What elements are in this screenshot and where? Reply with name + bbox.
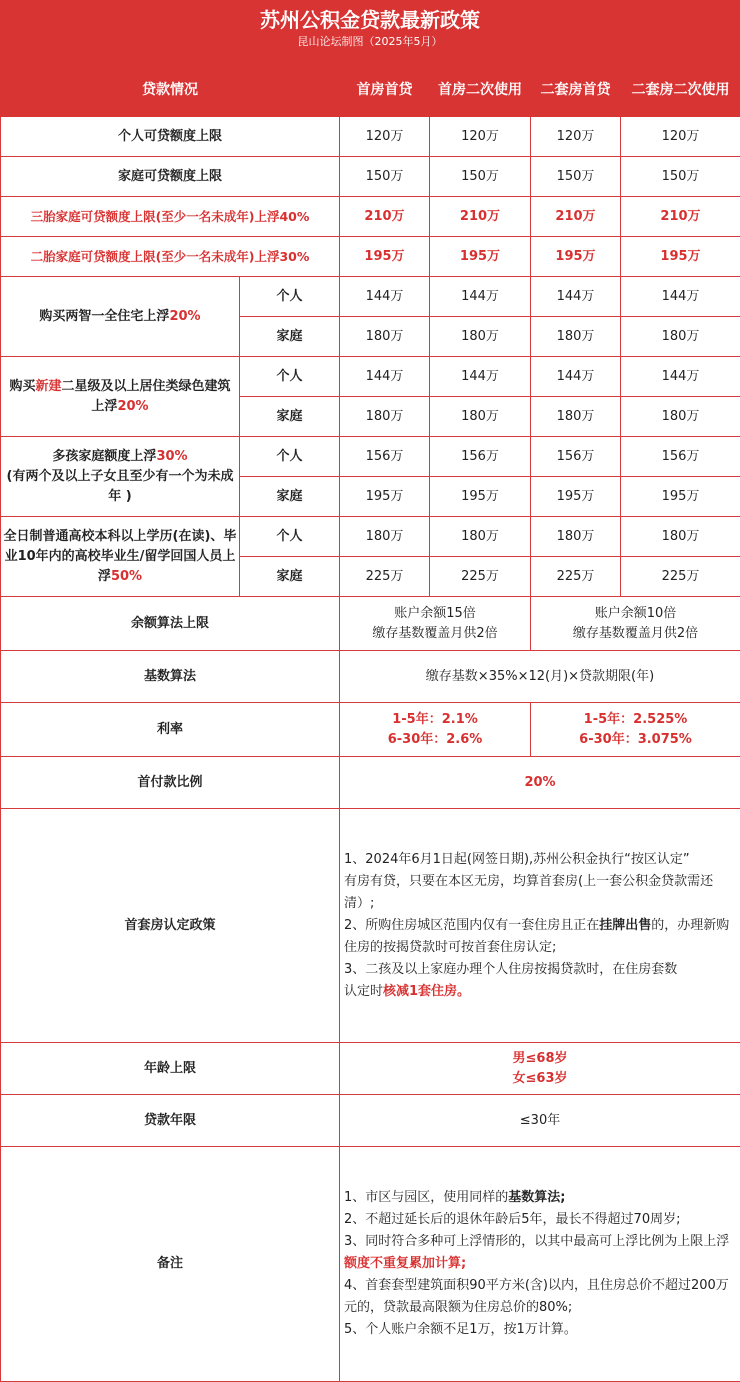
table-row — [1, 197, 740, 237]
cell-value: 180万 — [531, 317, 621, 357]
row-label — [1, 357, 240, 437]
cell-value: 195万 — [621, 237, 740, 277]
policy-highlight: 核减1套住房。 — [383, 984, 470, 999]
cell-value: 20% — [340, 757, 740, 809]
table-row — [1, 237, 740, 277]
note-line: 3、同时符合多种可上浮情形的，以其中最高可上浮比例为上限上浮 — [344, 1234, 729, 1249]
label-percent: 20% — [169, 309, 200, 324]
header-col-3: 二套房首贷 — [531, 63, 621, 117]
label-percent: 20% — [117, 399, 148, 414]
cell-value: 150万 — [430, 157, 531, 197]
cell-line: 1-5年：2.1% — [392, 712, 478, 727]
cell-value: 180万 — [430, 517, 531, 557]
note-line: 2、不超过延长后的退休年龄后5年，最长不得超过70周岁; — [344, 1212, 680, 1227]
row-label — [1, 277, 240, 357]
label-text: 二星级及以上居住类绿色建筑上浮 — [62, 379, 231, 414]
label-percent: 30% — [156, 449, 187, 464]
cell-value: ≤30年 — [340, 1095, 740, 1147]
header-col-2: 首房二次使用 — [430, 63, 531, 117]
policy-line: 的，办理新购 — [651, 918, 729, 933]
table-row — [1, 597, 740, 651]
cell-value: 180万 — [430, 397, 531, 437]
row-label: 家庭可贷额度上限 — [1, 157, 340, 197]
cell-value: 180万 — [621, 317, 740, 357]
policy-text — [340, 809, 740, 1043]
row-label: 基数算法 — [1, 651, 340, 703]
cell-value: 225万 — [621, 557, 740, 597]
policy-emphasis: 挂牌出售 — [599, 918, 651, 933]
cell-value — [340, 1043, 740, 1095]
policy-line: 清）; — [344, 896, 374, 911]
cell-value: 195万 — [340, 477, 430, 517]
sub-label: 个人 — [240, 517, 340, 557]
cell-value: 120万 — [621, 117, 740, 157]
cell-value: 195万 — [621, 477, 740, 517]
cell-value: 195万 — [430, 237, 531, 277]
cell-line: 缴存基数覆盖月供2倍 — [372, 626, 497, 641]
cell-line: 女≤63岁 — [513, 1071, 568, 1086]
table-row — [1, 517, 740, 557]
row-label — [1, 437, 240, 517]
sub-label: 个人 — [240, 277, 340, 317]
cell-value: 150万 — [531, 157, 621, 197]
label-highlight: 新建 — [35, 379, 61, 394]
cell-line: 6-30年：2.6% — [388, 732, 483, 747]
cell-value: 144万 — [430, 277, 531, 317]
cell-line: 账户余额15倍 — [394, 606, 476, 621]
header-col-4: 二套房二次使用 — [621, 63, 740, 117]
cell-value: 225万 — [340, 557, 430, 597]
table-row — [1, 157, 740, 197]
label-percent: 50% — [111, 569, 142, 584]
note-line: 元的，贷款最高限额为住房总价的80%; — [344, 1300, 572, 1315]
cell-value — [340, 703, 531, 757]
page-subtitle: 昆山论坛制图（2025年5月） — [0, 35, 740, 49]
cell-value: 225万 — [430, 557, 531, 597]
cell-value: 144万 — [531, 277, 621, 317]
row-label: 首套房认定政策 — [1, 809, 340, 1043]
row-label: 利率 — [1, 703, 340, 757]
label-note: (有两个及以上子女且至少有一个为未成年 ) — [7, 469, 234, 504]
cell-value: 180万 — [531, 397, 621, 437]
sub-label: 个人 — [240, 357, 340, 397]
table-header-row — [1, 63, 740, 117]
row-label: 三胎家庭可贷额度上限(至少一名未成年)上浮40% — [1, 197, 340, 237]
note-line: 4、首套套型建筑面积90平方米(含)以内，且住房总价不超过200万 — [344, 1278, 729, 1293]
table-row — [1, 809, 740, 1043]
cell-value: 144万 — [340, 277, 430, 317]
cell-value: 225万 — [531, 557, 621, 597]
cell-line: 缴存基数覆盖月供2倍 — [573, 626, 698, 641]
label-text: 购买 — [9, 379, 35, 394]
sub-label: 家庭 — [240, 317, 340, 357]
cell-line: 6-30年：3.075% — [579, 732, 692, 747]
cell-value: 156万 — [430, 437, 531, 477]
policy-table — [0, 62, 740, 1382]
cell-value: 156万 — [621, 437, 740, 477]
row-label: 二胎家庭可贷额度上限(至少一名未成年)上浮30% — [1, 237, 340, 277]
row-label: 备注 — [1, 1147, 340, 1382]
cell-value: 180万 — [621, 397, 740, 437]
row-label: 个人可贷额度上限 — [1, 117, 340, 157]
table-row — [1, 277, 740, 317]
cell-value — [531, 597, 740, 651]
cell-value: 144万 — [531, 357, 621, 397]
cell-value: 195万 — [340, 237, 430, 277]
cell-value: 210万 — [531, 197, 621, 237]
table-row — [1, 357, 740, 397]
row-label: 余额算法上限 — [1, 597, 340, 651]
table-row — [1, 703, 740, 757]
label-text: 多孩家庭额度上浮 — [52, 449, 156, 464]
policy-line: 住房的按揭贷款时可按首套住房认定; — [344, 940, 556, 955]
cell-value: 180万 — [340, 317, 430, 357]
cell-value: 156万 — [340, 437, 430, 477]
sub-label: 家庭 — [240, 397, 340, 437]
cell-value: 180万 — [340, 397, 430, 437]
table-row — [1, 1095, 740, 1147]
table-row — [1, 757, 740, 809]
row-label — [1, 517, 240, 597]
cell-value — [531, 703, 740, 757]
table-row — [1, 1043, 740, 1095]
cell-value: 195万 — [531, 237, 621, 277]
cell-value: 180万 — [430, 317, 531, 357]
cell-value: 195万 — [430, 477, 531, 517]
cell-value: 144万 — [340, 357, 430, 397]
row-label: 年龄上限 — [1, 1043, 340, 1095]
cell-value: 缴存基数×35%×12(月)×贷款期限(年) — [340, 651, 740, 703]
table-row — [1, 117, 740, 157]
policy-line: 1、2024年6月1日起(网签日期),苏州公积金执行“按区认定” — [344, 852, 690, 867]
cell-value: 210万 — [621, 197, 740, 237]
table-row — [1, 651, 740, 703]
cell-value: 180万 — [531, 517, 621, 557]
cell-value: 120万 — [340, 117, 430, 157]
table-row — [1, 437, 740, 477]
cell-value: 144万 — [621, 357, 740, 397]
header-col-1: 首房首贷 — [340, 63, 430, 117]
policy-line: 2、所购住房城区范围内仅有一套住房且正在 — [344, 918, 599, 933]
header-situation: 贷款情况 — [1, 63, 340, 117]
cell-value: 180万 — [340, 517, 430, 557]
cell-value: 210万 — [340, 197, 430, 237]
cell-line: 账户余额10倍 — [595, 606, 677, 621]
table-row — [1, 1147, 740, 1382]
cell-value: 120万 — [430, 117, 531, 157]
sub-label: 个人 — [240, 437, 340, 477]
notes-text — [340, 1147, 740, 1382]
cell-line: 男≤68岁 — [513, 1051, 568, 1066]
label-text: 全日制普通高校本科以上学历(在读)、毕业10年内的高校毕业生/留学回国人员上浮 — [4, 529, 237, 584]
policy-line: 有房有贷，只要在本区无房，均算首套房(上一套公积金贷款需还 — [344, 874, 713, 889]
cell-value — [340, 597, 531, 651]
cell-value: 150万 — [340, 157, 430, 197]
cell-value: 144万 — [430, 357, 531, 397]
note-line: 1、市区与园区，使用同样的 — [344, 1190, 508, 1205]
note-line: 5、个人账户余额不足1万，按1万计算。 — [344, 1322, 577, 1337]
note-highlight: 额度不重复累加计算; — [344, 1256, 466, 1271]
sub-label: 家庭 — [240, 557, 340, 597]
label-text: 购买两智一全住宅上浮 — [39, 309, 169, 324]
cell-value: 150万 — [621, 157, 740, 197]
policy-line: 认定时 — [344, 984, 383, 999]
cell-value: 120万 — [531, 117, 621, 157]
header-banner — [0, 0, 740, 62]
cell-value: 180万 — [621, 517, 740, 557]
cell-value: 156万 — [531, 437, 621, 477]
row-label: 贷款年限 — [1, 1095, 340, 1147]
row-label: 首付款比例 — [1, 757, 340, 809]
cell-value: 210万 — [430, 197, 531, 237]
sub-label: 家庭 — [240, 477, 340, 517]
cell-value: 144万 — [621, 277, 740, 317]
note-emphasis: 基数算法; — [508, 1190, 565, 1205]
page-title: 苏州公积金贷款最新政策 — [0, 0, 740, 34]
cell-line: 1-5年：2.525% — [584, 712, 688, 727]
cell-value: 195万 — [531, 477, 621, 517]
policy-line: 3、二孩及以上家庭办理个人住房按揭贷款时，在住房套数 — [344, 962, 677, 977]
